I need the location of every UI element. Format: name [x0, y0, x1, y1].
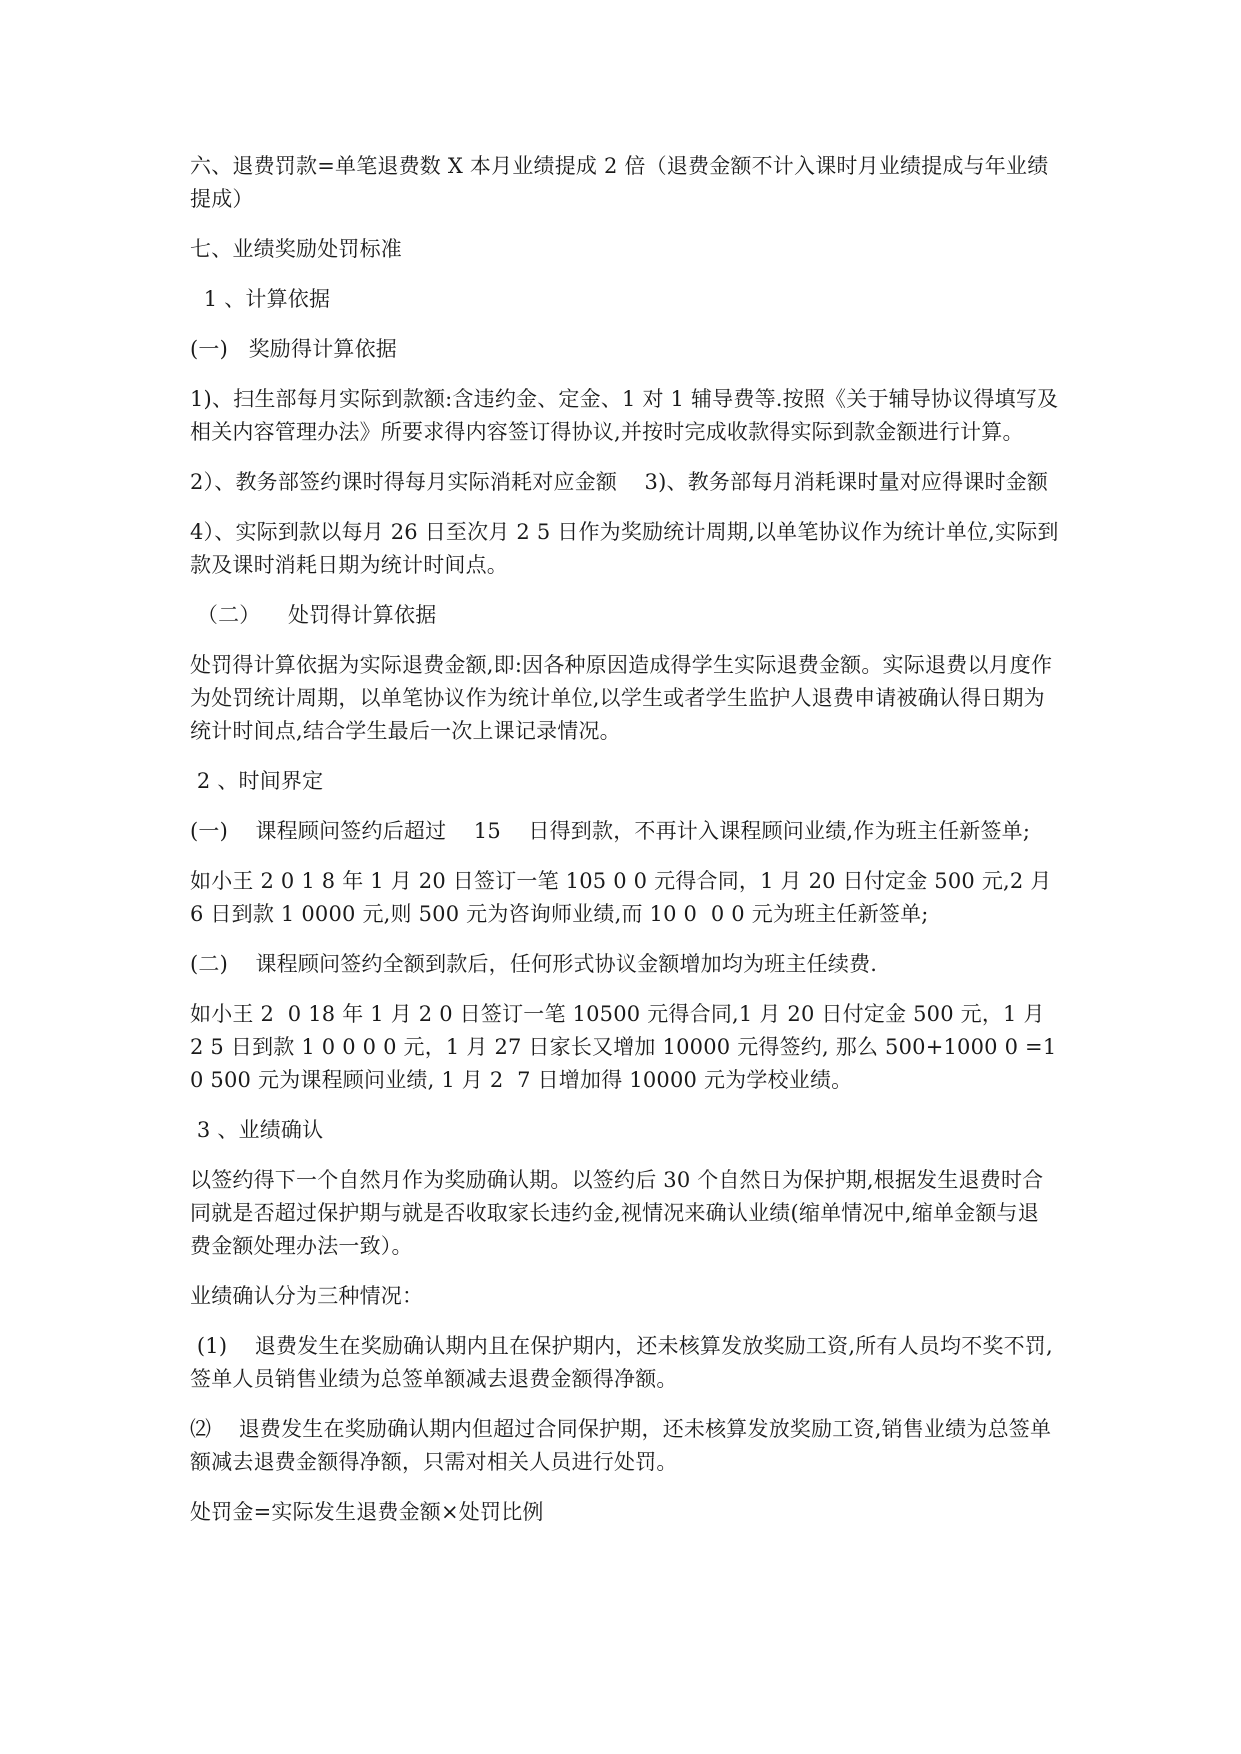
subsection-3-heading: 3 、业绩确认 — [190, 1118, 324, 1142]
reward-basis-item-2-3: 2）、教务部签约课时得每月实际消耗对应金额 3)、教务部每月消耗课时量对应得课时金额 — [190, 470, 1049, 494]
subsection-1-heading: 1 、计算依据 — [190, 287, 331, 311]
confirmation-case-2: ⑵ 退费发生在奖励确认期内但超过合同保护期，还未核算发放奖励工资,销售业绩为总签单额减去退费金额得净额，只需对相关人员进行处罚。 — [190, 1417, 1052, 1474]
penalty-basis-text: 处罚得计算依据为实际退费金额,即:因各种原因造成得学生实际退费金额。实际退费以月度作为处罚统计周期，以单笔协议作为统计单位,以学生或者学生监护人退费申请被确认得日期为统计时间点,结合学生最后一次上课记录情况。 — [190, 653, 1053, 743]
reward-basis-item-4: 4）、实际到款以每月 26 日至次月 2 5 日作为奖励统计周期,以单笔协议作为统计单位,实际到款及课时消耗日期为统计时间点。 — [190, 520, 1059, 577]
subsection-2-heading: 2 、时间界定 — [190, 769, 324, 793]
penalty-basis-heading: （二） 处罚得计算依据 — [190, 603, 437, 627]
section-6-refund-penalty: 六、退费罚款=单笔退费数 X 本月业绩提成 2 倍（退费金额不计入课时月业绩提成与年业绩提成） — [190, 154, 1049, 211]
document-body — [190, 150, 1064, 1546]
reward-basis-item-1: 1)、扫生部每月实际到款额:含违约金、定金、1 对 1 辅导费等.按照《关于辅导协议得填写及相关内容管理办法》所要求得内容签订得协议,并按时完成收款得实际到款金额进行计算。 — [190, 387, 1059, 444]
time-rule-2-example: 如小王 2 0 18 年 1 月 2 0 日签订一笔 10500 元得合同,1 月 20 日付定金 500 元，1 月 2 5 日到款 1 0 0 0 0 元，1 月 27 日家长又增加 10000 元得签约, 那么 500+1000 0 =1 0 500 元为课程顾问业绩, 1 月 2 7 日增加得 10000 元为学校业绩。 — [190, 1002, 1064, 1092]
reward-basis-heading: (一) 奖励得计算依据 — [190, 337, 398, 361]
time-rule-2: (二) 课程顾问签约全额到款后，任何形式协议金额增加均为班主任续费. — [190, 952, 878, 976]
confirmation-cases-intro: 业绩确认分为三种情况： — [190, 1284, 424, 1308]
section-7-heading: 七、业绩奖励处罚标准 — [190, 237, 402, 261]
time-rule-1-example: 如小王 2 0 1 8 年 1 月 20 日签订一笔 105 0 0 元得合同，1 月 20 日付定金 500 元,2 月 6 日到款 1 0000 元,则 500 元为咨询师业绩,而 10 0 0 0 元为班主任新签单; — [190, 869, 1059, 926]
penalty-formula: 处罚金=实际发生退费金额×处罚比例 — [190, 1500, 544, 1524]
confirmation-period-text: 以签约得下一个自然月作为奖励确认期。以签约后 30 个自然日为保护期,根据发生退费时合同就是否超过保护期与就是否收取家长违约金,视情况来确认业绩(缩单情况中,缩单金额与退费金额处理办法一致）。 — [190, 1168, 1044, 1258]
confirmation-case-1: (1) 退费发生在奖励确认期内且在保护期内，还未核算发放奖励工资,所有人员均不奖不罚,签单人员销售业绩为总签单额减去退费金额得净额。 — [190, 1334, 1053, 1391]
time-rule-1: (一) 课程顾问签约后超过 15 日得到款，不再计入课程顾问业绩,作为班主任新签单; — [190, 819, 1031, 843]
